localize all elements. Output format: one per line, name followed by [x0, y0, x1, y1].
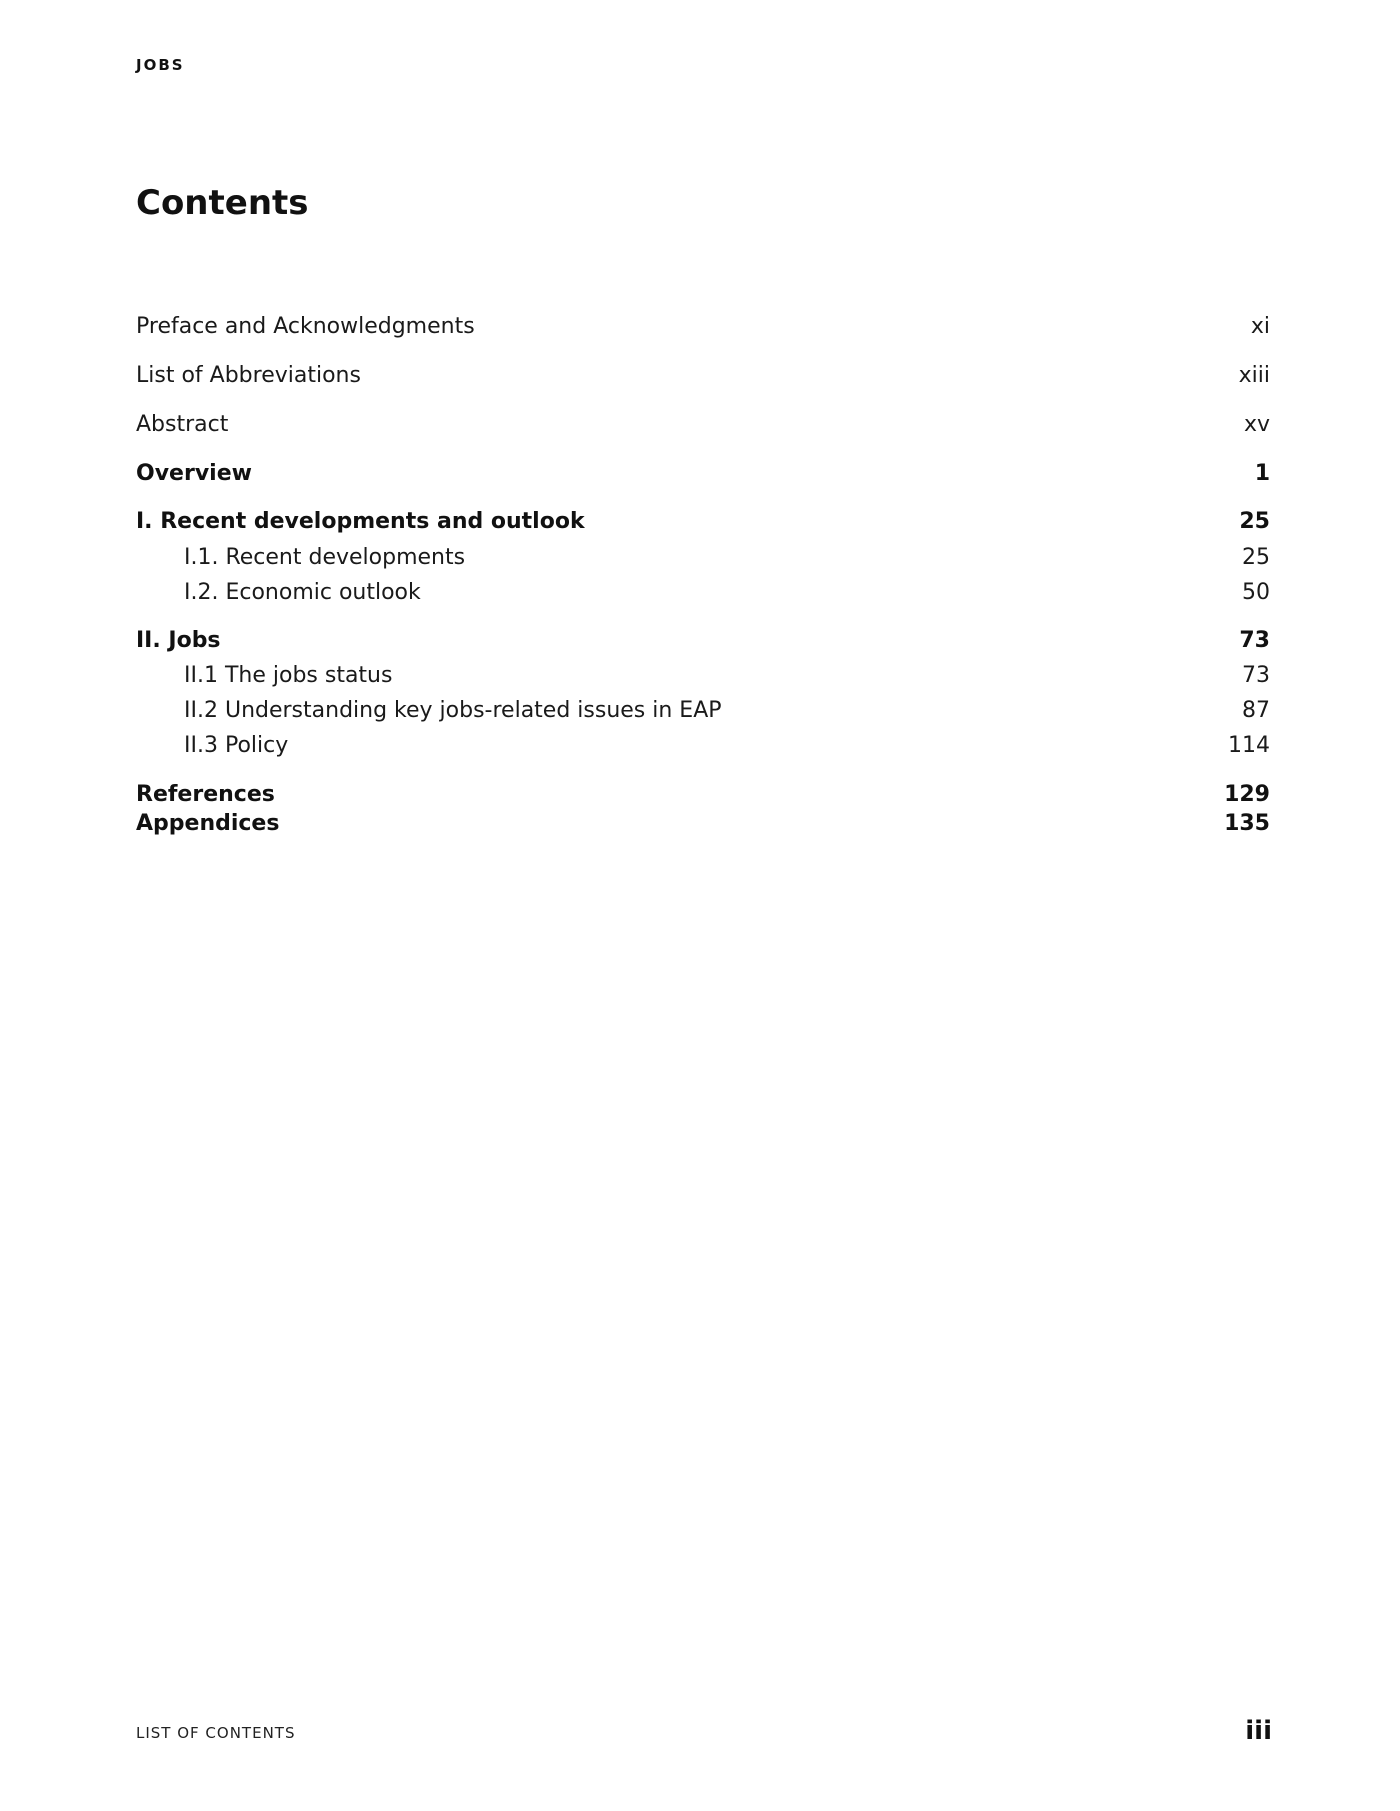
toc-entry-section-2-3[interactable] — [136, 735, 1270, 757]
toc-entry-label: II.2 Understanding key jobs-related issues in EAP — [184, 698, 722, 723]
toc-entry-label: II.1 The jobs status — [184, 663, 393, 688]
toc-entry-page: 73 — [1242, 663, 1270, 688]
toc-entry-label: II. Jobs — [136, 628, 221, 653]
toc-entry-label: II.3 Policy — [184, 733, 289, 758]
toc-entry-preface[interactable] — [136, 316, 1270, 338]
toc-entry-label: List of Abbreviations — [136, 363, 361, 388]
toc-entry-page: 25 — [1242, 545, 1270, 570]
toc-entry-label: I.1. Recent developments — [184, 545, 466, 570]
toc-entry-chapter-1[interactable] — [136, 511, 1270, 533]
toc-entry-page: 135 — [1224, 811, 1270, 836]
toc-entry-page: 87 — [1242, 698, 1270, 723]
toc-entry-page: 1 — [1254, 461, 1270, 486]
toc-entry-label: I. Recent developments and outlook — [136, 509, 585, 534]
toc-entry-label: I.2. Economic outlook — [184, 580, 421, 605]
toc-entry-chapter-2[interactable] — [136, 630, 1270, 652]
toc-entry-section-1-1[interactable] — [136, 547, 1270, 569]
toc-entry-references[interactable] — [136, 784, 1270, 806]
toc-entry-label: Abstract — [136, 412, 229, 437]
toc-entry-overview[interactable] — [136, 463, 1270, 485]
toc-entry-page: xv — [1243, 412, 1270, 437]
running-head: JOBS — [136, 56, 185, 74]
toc-entry-abstract[interactable] — [136, 414, 1270, 436]
toc-entry-page: xiii — [1238, 363, 1270, 388]
toc-entry-page: 50 — [1242, 580, 1270, 605]
toc-entry-page: 73 — [1239, 628, 1270, 653]
toc-entry-page: 129 — [1224, 782, 1270, 807]
page-title: Contents — [136, 183, 309, 223]
toc-entry-abbreviations[interactable] — [136, 365, 1270, 387]
toc-entry-section-1-2[interactable] — [136, 582, 1270, 604]
toc-entry-section-2-1[interactable] — [136, 665, 1270, 687]
toc-entry-page: xi — [1250, 314, 1270, 339]
toc-entry-section-2-2[interactable] — [136, 700, 1270, 722]
toc-entry-page: 25 — [1239, 509, 1270, 534]
footer-page-number: iii — [1245, 1716, 1272, 1746]
toc-entry-label: Overview — [136, 461, 252, 486]
toc-entry-appendices[interactable] — [136, 813, 1270, 835]
toc-entry-label: Preface and Acknowledgments — [136, 314, 475, 339]
toc-entry-label: References — [136, 782, 275, 807]
footer-label: LIST OF CONTENTS — [136, 1724, 296, 1742]
toc-entry-page: 114 — [1228, 733, 1270, 758]
toc-entry-label: Appendices — [136, 811, 280, 836]
